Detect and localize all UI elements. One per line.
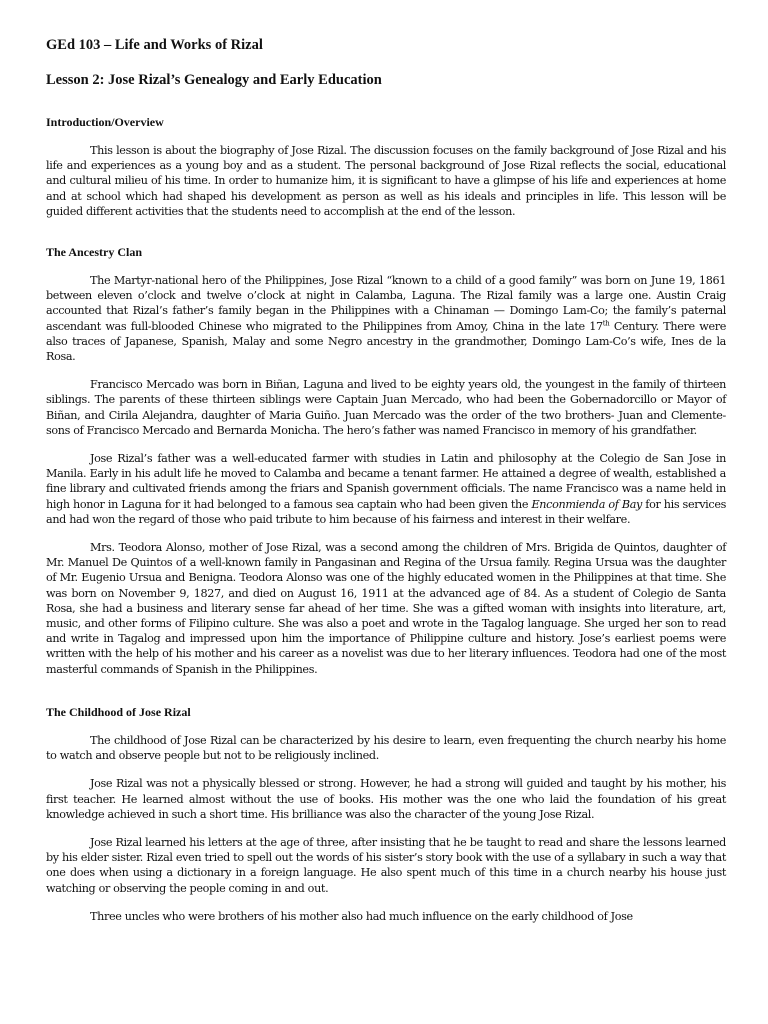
paragraph: Three uncles who were brothers of his mother also had much influence on the early childhood of Jose xyxy=(90,909,633,923)
italic-term: Enconmienda of Bay xyxy=(531,497,642,511)
paragraph-text: Jose Rizal’s father was a well-educated farmer with studies in Latin and philosophy at the Colegio de San Jose in Manila. Early in his adult life he moved to Calamba and became a tenant farmer. He attained a degree of wealth, established a fine library and cultivated friends among the friars and Spanish government officials. The name Francisco was a name held in high honor in Laguna for it had belonged to a famous sea captain who had been given the xyxy=(46,452,726,511)
paragraph-text: Century. There were also traces of Japanese, Spanish, Malay and some Negro ancestry in the grandmother, Domingo Lam-Co’s wife, Ines de la Rosa. xyxy=(46,319,726,364)
paragraph: Jose Rizal learned his letters at the age of three, after insisting that he be taught to read and share the lessons learned by his elder sister. Rizal even tried to spell out the words of his sister’s story book with the use of a syllabary in such a way that one does when using a dictionary in a foreign language. He also spent much of this time in a church nearby his house just watching or observing the people coming in and out. xyxy=(46,835,726,895)
paragraph: The childhood of Jose Rizal can be characterized by his desire to learn, even frequenting the church nearby his home to watch and observe people but not to be religiously inclined. xyxy=(46,733,726,763)
paragraph-text: for his services and had won the regard of those who paid tribute to him because of his fairness and interest in their welfare. xyxy=(46,497,726,526)
paragraph-text: The Martyr-national hero of the Philippines, Jose Rizal “known to a child of a good family” was born on June 19, 1861 between eleven o’clock and twelve o’clock at night in Calamba, Laguna. The Rizal family was a large one. Austin Craig accounted that Rizal’s father’s family began in the Philippines with a Chinaman — Domingo Lam-Co; the family’s paternal ascendant was full-blooded Chinese who migrated to the Philippines from Amoy, China in the late 17 xyxy=(46,274,726,333)
paragraph xyxy=(46,273,726,364)
paragraph: Jose Rizal was not a physically blessed or strong. However, he had a strong will guided and taught by his mother, his first teacher. He learned almost without the use of books. His mother was the one who laid the foundation of his great knowledge achieved in such a short time. His brilliance was also the character of the young Jose Rizal. xyxy=(46,777,726,821)
ordinal-suffix: th xyxy=(602,318,610,327)
paragraph: Mrs. Teodora Alonso, mother of Jose Rizal, was a second among the children of Mrs. Brigida de Quintos, daughter of Mr. Manuel De Quintos of a well-known family in Pangasinan and Regina of the Ursua family. Regina Ursua was the daughter of Mr. Eugenio Ursua and Benigna. Teodora Alonso was one of the highly educated women in the Philippines at that time. She was born on November 9, 1827, and died on August 16, 1911 at the advanced age of 84. As a student of Colegio de Santa Rosa, she had a business and literary sense far ahead of her time. She was a gifted woman with insights into literature, art, music, and other forms of Filipino culture. She was also a poet and wrote in the Tagalog language. She urged her son to read and write in Tagalog and impressed upon him the importance of Philippine culture and history. Jose’s earliest poems were written with the help of his mother and his career as a novelist was due to her literary influences. Teodora had one of the most masterful commands of Spanish in the Philippines. xyxy=(46,541,726,676)
lesson-title: Lesson 2: Jose Rizal’s Genealogy and Early Education xyxy=(46,72,382,88)
paragraph xyxy=(46,451,726,527)
paragraph: Francisco Mercado was born in Biñan, Laguna and lived to be eighty years old, the youngest in the family of thirteen siblings. The parents of these thirteen siblings were Captain Juan Mercado, who had been the Gobernadorcillo or Mayor of Biñan, and Cirila Alejandra, daughter of Maria Guiño. Juan Mercado was the order of the two brothers- Juan and Clemente- sons of Francisco Mercado and Bernarda Monicha. The hero’s father was named Francisco in memory of his grandfather. xyxy=(46,378,726,437)
paragraph: This lesson is about the biography of Jose Rizal. The discussion focuses on the family background of Jose Rizal and his life and experiences as a young boy and as a student. The personal background of Jose Rizal reflects the social, educational and cultural milieu of his time. In order to humanize him, it is significant to have a glimpse of his life and experiences at home and at school which had shaped his development as person as well as his ideals and principles in life. This lesson will be guided different activities that the students need to accomplish at the end of the lesson. xyxy=(46,144,726,218)
section-heading-childhood: The Childhood of Jose Rizal xyxy=(46,704,191,719)
section-heading-introduction: Introduction/Overview xyxy=(46,115,164,129)
course-title: GEd 103 – Life and Works of Rizal xyxy=(46,37,263,53)
section-heading-ancestry: The Ancestry Clan xyxy=(46,245,142,260)
